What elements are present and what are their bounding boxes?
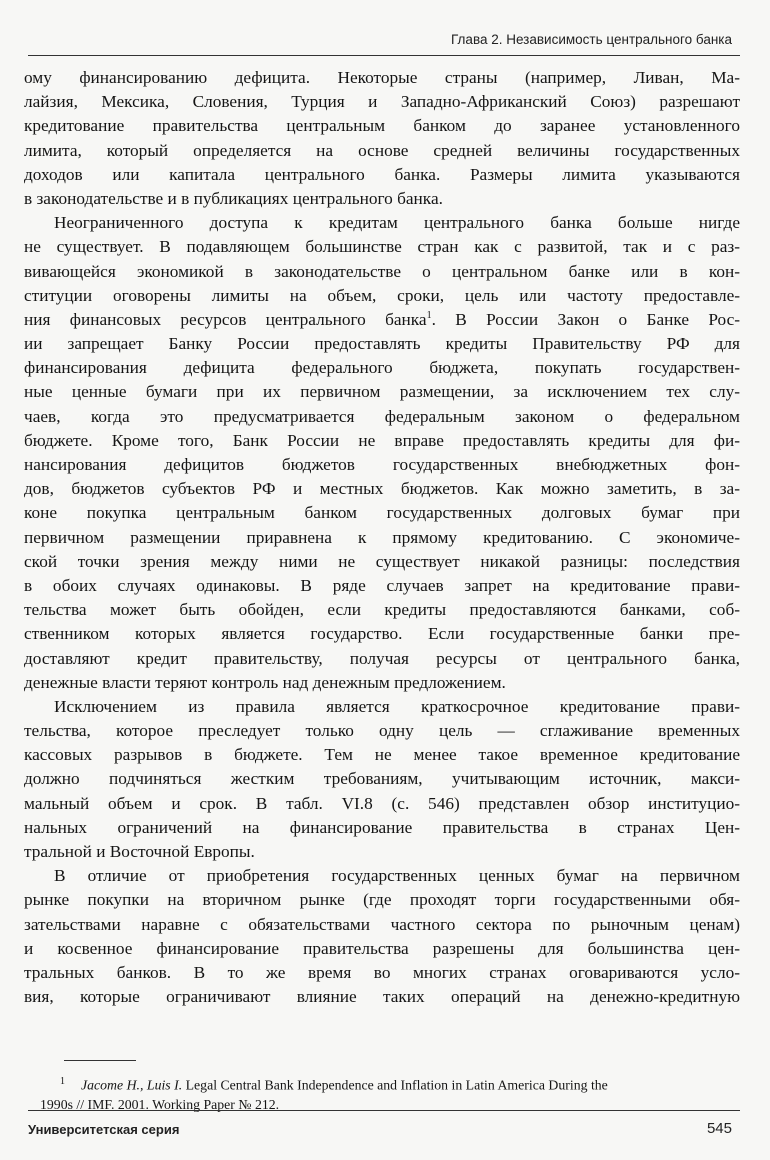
footnote-rule [64, 1060, 136, 1061]
body-line: Исключением из правила является краткосрочное кредитование прави- [54, 696, 740, 716]
body-line: вивающейся экономикой в законодательстве о центральном банке или в кон- [24, 261, 740, 281]
body-line: тельства может быть обойден, если кредиты предоставляются банками, соб- [24, 600, 740, 620]
body-line: ные ценные бумаги при их первичном размещении, за исключением тех слу- [24, 382, 740, 402]
body-line: не существует. В подавляющем большинстве стран как с развитой, так и с раз- [24, 237, 740, 257]
body-line: зательствами наравне с обязательствами частного сектора по рыночным ценам) [24, 914, 740, 934]
body-line: нальных ограничений на финансирование правительства в странах Цен- [24, 817, 740, 837]
body-line: ской точки зрения между ними не существует никакой разницы: последствия [24, 551, 740, 571]
body-line: ституции оговорены лимиты на объем, сроки, цель или частоту предоставле- [24, 285, 740, 305]
body-line: доставляют кредит правительству, получая ресурсы от центрального банка, [24, 648, 740, 668]
body-line: В отличие от приобретения государственных ценных бумаг на первичном [54, 866, 740, 886]
body-line: чаев, когда это предусматривается федеральным законом о федеральном [24, 406, 740, 426]
body-line: рынке покупки на вторичном рынке (где проходят торги государственными обя- [24, 890, 740, 910]
series-name: Университетская серия [28, 1122, 180, 1137]
body-line: денежные власти теряют контроль над денежным предложением. [24, 672, 506, 692]
body-line: кредитование правительства центральным банком до заранее установленного [24, 116, 740, 136]
footnote-reference[interactable]: 1 [426, 310, 432, 322]
body-line: и косвенное финансирование правительства разрешены для большинства цен- [24, 938, 740, 958]
header-rule [28, 55, 740, 56]
footer-rule [28, 1110, 740, 1111]
body-line: ому финансированию дефицита. Некоторые страны (например, Ливан, Ма- [24, 68, 740, 87]
footnote-author: Jacome H., Luis I. [81, 1077, 183, 1093]
footnote-mark: 1 [60, 1076, 65, 1087]
body-line: первичном размещении приравнена к прямому кредитованию. С экономиче- [24, 527, 740, 547]
body-line: вия, которые ограничивают влияние таких операций на денежно-кредитную [24, 987, 740, 1007]
body-line: ии запрещает Банку России предоставлять кредиты Правительству РФ для [24, 334, 740, 354]
body-line-with-footnote-ref [24, 308, 740, 332]
body-line: Неограниченного доступа к кредитам центрального банка больше нигде [54, 213, 740, 233]
body-line: коне покупка центральным банком государственных долговых бумаг при [24, 503, 740, 523]
footnote-line: 1990s // IMF. 2001. Working Paper № 212. [40, 1096, 280, 1112]
body-line: тральной и Восточной Европы. [24, 842, 255, 861]
body-line: ственником которых является государство. Если государственные банки пре- [24, 624, 740, 644]
page-number: 545 [706, 1120, 732, 1137]
footnote-line [40, 1072, 738, 1095]
body-line: бюджете. Кроме того, Банк России не вправе предоставлять кредиты для фи- [24, 430, 740, 450]
body-line: лимита, который определяется на основе средней величины государственных [24, 140, 740, 160]
body-line-start: ния финансовых ресурсов центрального банка [24, 309, 427, 329]
body-text [24, 66, 740, 1009]
footnote-title: Legal Central Bank Independence and Inflation in Latin America During the [182, 1077, 608, 1093]
body-line: дов, бюджетов субъектов РФ и местных бюджетов. Как можно заметить, в за- [24, 479, 740, 499]
body-line: тельства, которое преследует только одну цель — сглаживание временных [24, 721, 740, 741]
body-line: в обоих случаях одинаковы. В ряде случаев запрет на кредитование прави- [24, 575, 740, 595]
running-head: Глава 2. Независимость центрального банка [451, 32, 732, 47]
body-line: в законодательстве и в публикациях центрального банка. [24, 188, 443, 208]
body-line: тральных банков. В то же время во многих странах оговариваются усло- [24, 962, 740, 982]
body-line: кассовых разрывов в бюджете. Тем не менее такое временное кредитование [24, 745, 740, 765]
body-line: должно подчиняться жестким требованиям, учитывающим источник, макси- [24, 769, 740, 789]
body-line: мальный объем и срок. В табл. VI.8 (с. 546) представлен обзор институцио- [24, 793, 740, 813]
body-line: доходов или капитала центрального банка. Размеры лимита указываются [24, 164, 740, 184]
body-line-end: . В России Закон о Банке Рос- [431, 309, 740, 329]
body-line: лайзия, Мексика, Словения, Турция и Западно-Африканский Союз) разрешают [24, 92, 740, 112]
body-line: нансирования дефицитов бюджетов государственных внебюджетных фон- [24, 455, 740, 474]
body-line: финансирования дефицита федерального бюджета, покупать государствен- [24, 358, 740, 378]
footnote [40, 1072, 738, 1114]
